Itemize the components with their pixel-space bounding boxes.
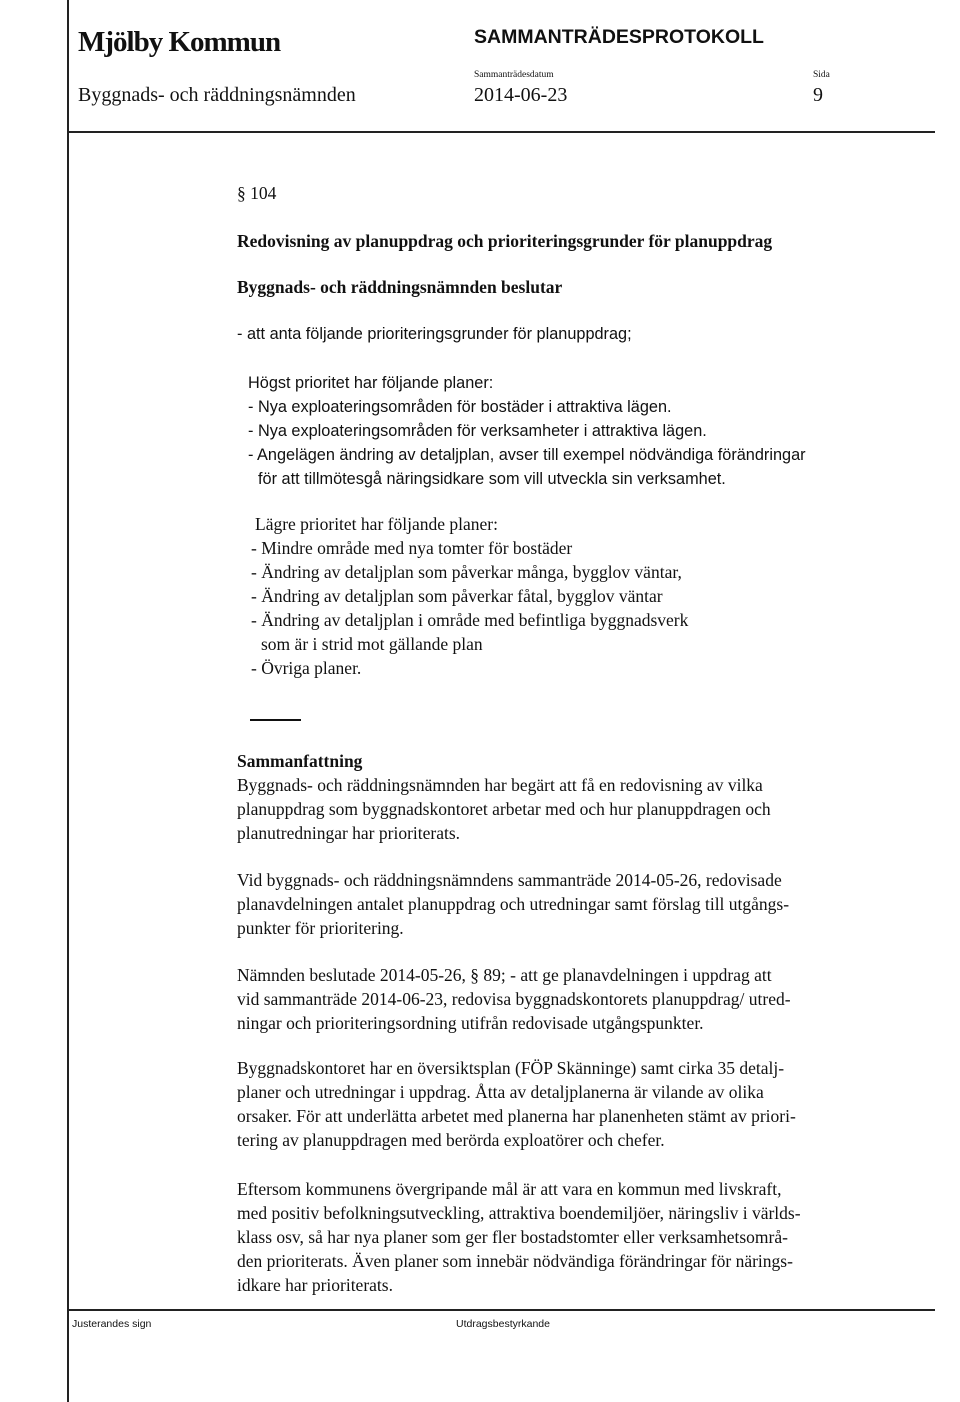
separator-line (250, 719, 301, 721)
footer-rule (67, 1309, 935, 1311)
paragraph-line: idkare har prioriterats. (237, 1275, 393, 1295)
low-priority-line: - Ändring av detaljplan som påverkar fåtal, bygglov väntar (251, 586, 663, 606)
paragraph-line: med positiv befolkningsutveckling, attraktiva boendemiljöer, näringsliv i världs- (237, 1203, 801, 1223)
document-type-title: SAMMANTRÄDESPROTOKOLL (474, 26, 764, 48)
low-priority-line: - Mindre område med nya tomter för bostäder (251, 538, 573, 558)
paragraph-line: Byggnadskontoret har en översiktsplan (FÖP Skänninge) samt cirka 35 detalj- (237, 1058, 785, 1078)
low-priority-line: som är i strid mot gällande plan (261, 634, 483, 654)
paragraph-line: orsaker. För att underlätta arbetet med planerna har planenheten stämt av priori- (237, 1106, 796, 1126)
header-rule (67, 131, 935, 133)
paragraph-line: vid sammanträde 2014-06-23, redovisa byggnadskontorets planuppdrag/ utred- (237, 989, 791, 1009)
paragraph-line: den prioriterats. Även planer som innebär nödvändiga förändringar för närings- (237, 1251, 793, 1271)
low-priority-line: - Ändring av detaljplan som påverkar många, bygglov väntar, (251, 562, 682, 582)
footer-signature-label: Justerandes sign (72, 1318, 152, 1330)
meeting-date: 2014-06-23 (474, 84, 568, 106)
paragraph-line: planavdelningen antalet planuppdrag och utredningar samt förslag till utgångs- (237, 894, 790, 914)
summary-paragraph-2 (237, 868, 789, 940)
high-priority-line: för att tillmötesgå näringsidkare som vill utveckla sin verksamhet. (258, 470, 726, 488)
page-label: Sida (813, 70, 830, 80)
low-priority-line: Lägre prioritet har följande planer: (255, 514, 498, 534)
footer-certification-label: Utdragsbestyrkande (456, 1318, 550, 1330)
high-priority-line: Högst prioritet har följande planer: (248, 374, 494, 392)
paragraph-line: tering av planuppdragen med berörda exploatörer och chefer. (237, 1130, 665, 1150)
low-priority-line: - Ändring av detaljplan i område med befintliga byggnadsverk (251, 610, 689, 630)
high-priority-line: - Nya exploateringsområden för verksamheter i attraktiva lägen. (248, 422, 707, 440)
paragraph-line: Byggnads- och räddningsnämnden har begärt att få en redovisning av vilka (237, 775, 763, 795)
paragraph-line: planer och utredningar i uppdrag. Åtta av detaljplanerna är vilande av olika (237, 1082, 764, 1102)
summary-paragraph-4 (237, 1056, 796, 1152)
high-priority-line: - Angelägen ändring av detaljplan, avser till exempel nödvändiga förändringar (248, 446, 806, 464)
page-number: 9 (813, 84, 823, 106)
paragraph-line: klass osv, så har nya planer som ger fler bostadstomter eller verksamhetsområ- (237, 1227, 788, 1247)
paragraph-line: Nämnden beslutade 2014-05-26, § 89; - att ge planavdelningen i uppdrag att (237, 965, 772, 985)
paragraph-line: planutredningar har prioriterats. (237, 823, 461, 843)
summary-paragraph-5 (237, 1177, 801, 1297)
summary-paragraph-3 (237, 963, 791, 1035)
committee-name: Byggnads- och räddningsnämnden (78, 84, 356, 106)
section-number: § 104 (237, 183, 277, 203)
paragraph-line: ningar och prioriteringsordning utifrån redovisade utgångspunkter. (237, 1013, 704, 1033)
high-priority-line: - Nya exploateringsområden för bostäder i attraktiva lägen. (248, 398, 672, 416)
low-priority-list (251, 512, 688, 680)
paragraph-line: planuppdrag som byggnadskontoret arbetar med och hur planuppdragen och (237, 799, 771, 819)
paragraph-line: Vid byggnads- och räddningsnämndens sammanträde 2014-05-26, redovisade (237, 870, 782, 890)
meeting-date-label: Sammanträdesdatum (474, 70, 554, 80)
organization-logo-text: Mjölby Kommun (78, 26, 281, 58)
high-priority-list (248, 371, 806, 491)
paragraph-line: Eftersom kommunens övergripande mål är att vara en kommun med livskraft, (237, 1179, 782, 1199)
paragraph-line: punkter för prioritering. (237, 918, 404, 938)
summary-heading: Sammanfattning (237, 751, 363, 771)
decision-heading: Byggnads- och räddningsnämnden beslutar (237, 277, 563, 297)
left-margin-rule (67, 0, 69, 1402)
decision-intro: - att anta följande prioriteringsgrunder för planuppdrag; (237, 325, 632, 343)
section-title: Redovisning av planuppdrag och prioriteringsgrunder för planuppdrag (237, 231, 773, 251)
summary-paragraph-1 (237, 773, 771, 845)
low-priority-line: - Övriga planer. (251, 658, 362, 678)
